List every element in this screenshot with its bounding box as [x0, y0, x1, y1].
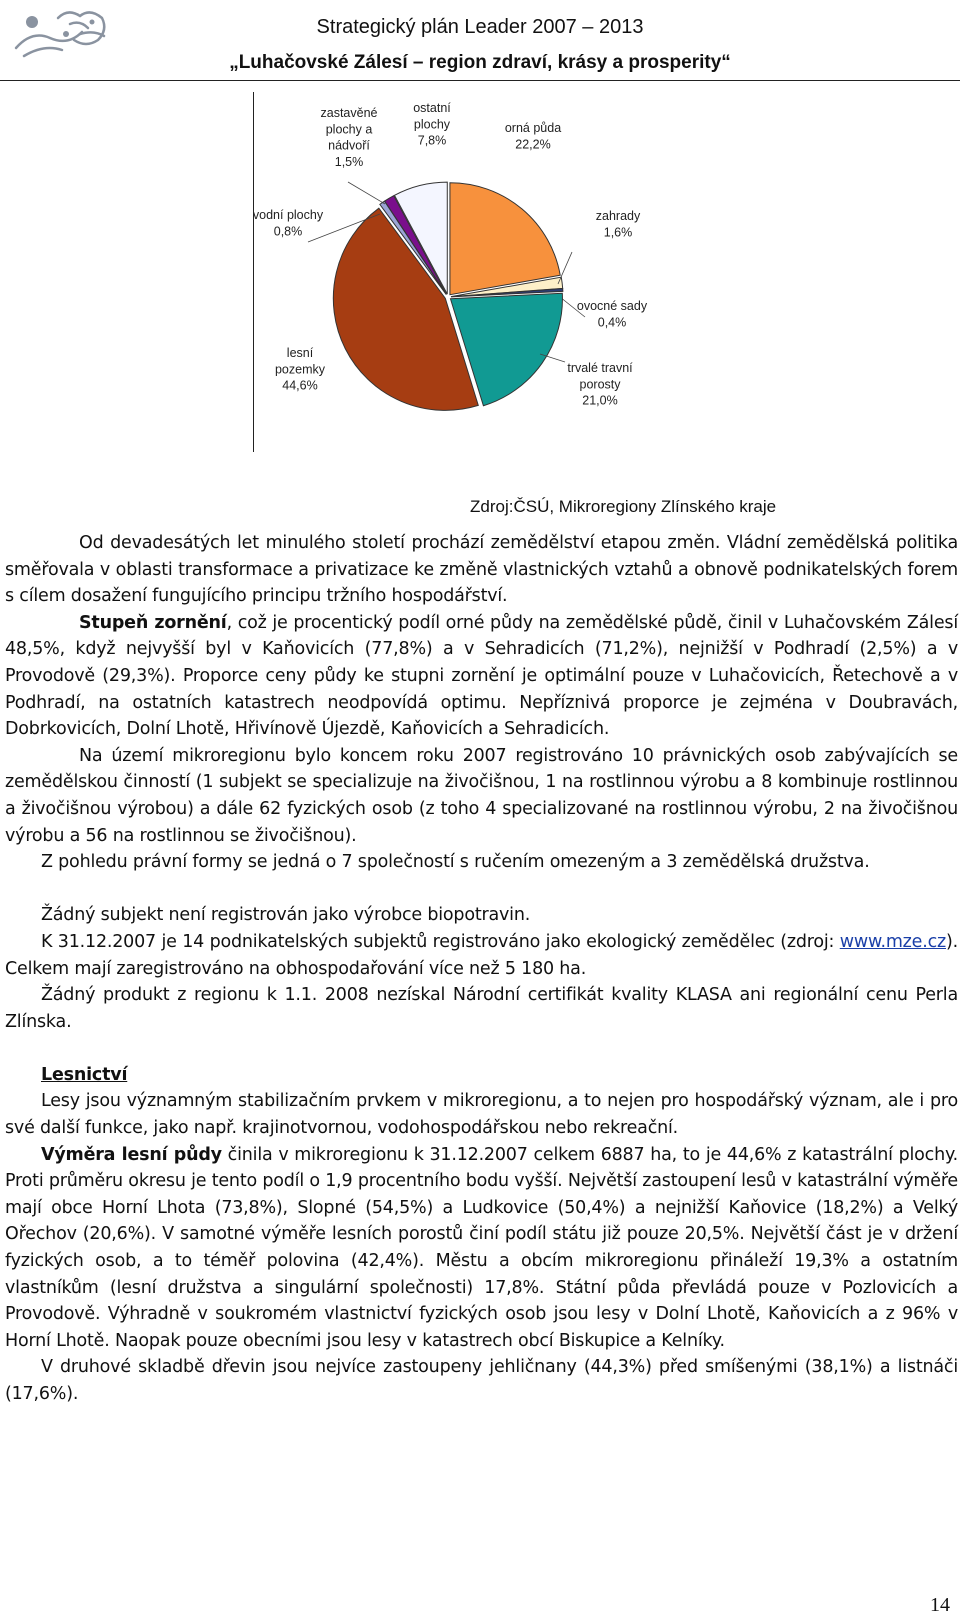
paragraph-9-text: činila v mikroregionu k 31.12.2007 celkem 6887 ha, to je 44,6% z katastrální plochy. Proti průměru okresu je tento podíl o 1,9 procentního bodu vyšší. Největší zastoupení lesů v katastrální výměře mají obce Horní Lhota (73,8%), Slopné (54,5%) a Ludkovice (50,4%) a nejnižší Kaňovice (18,2%) a Velký Ořechov (20,6%). V samotné výměře lesních porostů činí podíl státu již pouze 20,5%. Největší část je v držení fyzických osob, a to téměř polovina (42,4%). Městu a obcím mikroregionu přináleží 19,3% a ostatním vlastníkům (lesní družstva a singulární společnosti) 17,8%. Státní půda převládá pouze v Pozlovicích a Provodově. Výhradně v soukromém vlastnictví fyzických osob jsou lesy v Dolní Lhotě, Kaňovicích a z 96% v Horní Lhotě. Naopak pouze obecními jsou lesy v katastrech obcí Biskupice a Kelníky.: [5, 1144, 958, 1351]
paragraph-6: [5, 929, 958, 982]
leader-line: [348, 182, 385, 204]
paragraph-8-text: Lesy jsou významným stabilizačním prvkem v mikroregionu, a to nejen pro hospodářský význam, ale i pro své další funkce, jako např. krajinotvornou, vodohospodářskou nebo rekreační.: [5, 1091, 958, 1139]
chart-source: Zdroj:ČSÚ, Mikroregiony Zlínského kraje: [470, 497, 777, 516]
paragraph-9: [5, 1142, 958, 1355]
paragraph-6-text-b: ). Celkem mají zaregistrováno na obhospodařování více než 5 180 ha.: [5, 931, 958, 979]
leader-line: [558, 252, 572, 284]
forest-area-term: Výměra lesní půdy: [41, 1144, 222, 1165]
pie-slice-orná-půda: [450, 183, 560, 295]
paragraph-6-text-a: K 31.12.2007 je 14 podnikatelských subjektů registrováno jako ekologický zemědělec (zdroj:: [41, 931, 840, 952]
paragraph-10: [5, 1354, 958, 1407]
slice-label: trvalé travní porosty 21,0%: [567, 361, 633, 408]
paragraph-7-text: Žádný produkt z regionu k 1.1. 2008 nezískal Národní certifikát kvality KLASA ani regionální cenu Perla Zlínska.: [5, 985, 958, 1032]
slice-label: vodní plochy 0,8%: [252, 208, 324, 239]
spacer: [5, 1035, 958, 1062]
paragraph-4: [5, 849, 958, 876]
paragraph-3-text: Na území mikroregionu bylo koncem roku 2007 registrováno 10 právnických osob zabývajících se zemědělskou činností (1 subjekt se specializuje na živočišnou, 1 na rostlinnou výrobu a 8 kombinuje rostlinnou a živočišnou výrobou) a dále 62 fyzických osob (z toho 4 specializované na rostlinnou výrobu, 2 na živočišnou výrobu a 56 na rostlinnou se živočišnou).: [5, 745, 958, 846]
paragraph-1-text: Od devadesátých let minulého století prochází zemědělství etapou změn. Vládní zemědělská politika směřovala v oblasti transformace a privatizace ke změně vlastnických vztahů a obnově podnikatelských forem s cílem dosažení fungujícího principu tržního hospodářství.: [5, 533, 958, 607]
paragraph-10-text: V druhové skladbě dřevin jsou nejvíce zastoupeny jehličnany (44,3%) před smíšenými (38,1%) a listnáči (17,6%).: [5, 1357, 958, 1404]
body-text: [5, 530, 958, 1408]
section-heading-row: [5, 1062, 958, 1089]
spacer: [5, 876, 958, 903]
paragraph-2-text: , což je procentický podíl orné půdy na zemědělské půdě, činil v Luhačovském Zálesí 48,5%, když nejvyšší byl v Kaňovicích (77,8%) a v Sehradicích (71,2%), nejnižší v Podhradí (2,5%) a v Provodově (29,3%). Proporce ceny půdy ke stupni zornění je optimální pouze v Luhačovicích, Řetechově a v Podhradí, na ostatních katastrech neodpovídá optimu. Nepříznivá proporce je zejména v Doubravách, Dobrkovicích, Dolní Lhotě, Hřivínově Újezdě, Kaňovicích a Sehradicích.: [5, 612, 958, 740]
slice-label: lesní pozemky 44,6%: [274, 346, 326, 393]
slice-label: ostatní plochy 7,8%: [413, 101, 451, 148]
header-divider: [0, 80, 960, 81]
paragraph-1: [5, 530, 958, 610]
degree-of-tillage-term: Stupeň zornění: [79, 612, 227, 633]
slice-label: ovocné sady 0,4%: [576, 299, 648, 330]
paragraph-3: [5, 743, 958, 849]
slice-label: zahrady 1,6%: [595, 209, 641, 240]
mze-link[interactable]: www.mze.cz: [839, 931, 946, 952]
pie-svg: [240, 92, 760, 452]
page-number: 14: [930, 1594, 950, 1616]
slice-label: orná půda 22,2%: [504, 121, 562, 152]
slice-label: zastavěné plochy a nádvoří 1,5%: [320, 106, 378, 169]
land-use-pie-chart: [240, 92, 760, 452]
paragraph-8: [5, 1088, 958, 1141]
header-subtitle: „Luhačovské Zálesí – region zdraví, krásy a prosperity“: [229, 52, 731, 73]
paragraph-5: [5, 902, 958, 929]
section-heading: Lesnictví: [41, 1064, 128, 1085]
paragraph-5-text: Žádný subjekt není registrován jako výrobce biopotravin.: [41, 905, 531, 926]
paragraph-2: [5, 610, 958, 743]
paragraph-4-text: Z pohledu právní formy se jedná o 7 společností s ručením omezeným a 3 zemědělská družstva.: [41, 852, 870, 873]
header-title: Strategický plán Leader 2007 – 2013: [316, 16, 644, 38]
paragraph-7: [5, 982, 958, 1035]
